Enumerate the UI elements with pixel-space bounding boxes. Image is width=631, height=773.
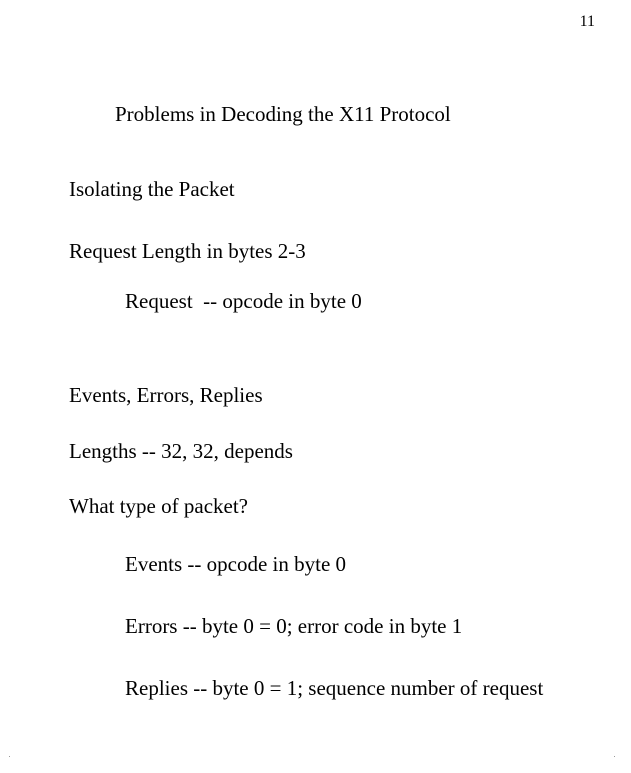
heading-events-errors-replies: Events, Errors, Replies [69, 383, 263, 407]
heading-isolating-packet: Isolating the Packet [69, 177, 235, 201]
text-events-opcode: Events -- opcode in byte 0 [125, 552, 347, 576]
text-replies-byte: Replies -- byte 0 = 1; sequence number of request [125, 676, 544, 700]
text-lengths: Lengths -- 32, 32, depends [69, 439, 293, 463]
corner-mark-right [614, 756, 615, 757]
page-number: 11 [579, 13, 595, 30]
corner-mark-left [9, 756, 10, 757]
text-request-opcode: Request -- opcode in byte 0 [125, 289, 362, 313]
text-packet-type-question: What type of packet? [69, 494, 248, 518]
text-request-length: Request Length in bytes 2-3 [69, 239, 306, 263]
text-errors-byte: Errors -- byte 0 = 0; error code in byte 1 [125, 614, 463, 638]
page-title: Problems in Decoding the X11 Protocol [115, 102, 451, 126]
